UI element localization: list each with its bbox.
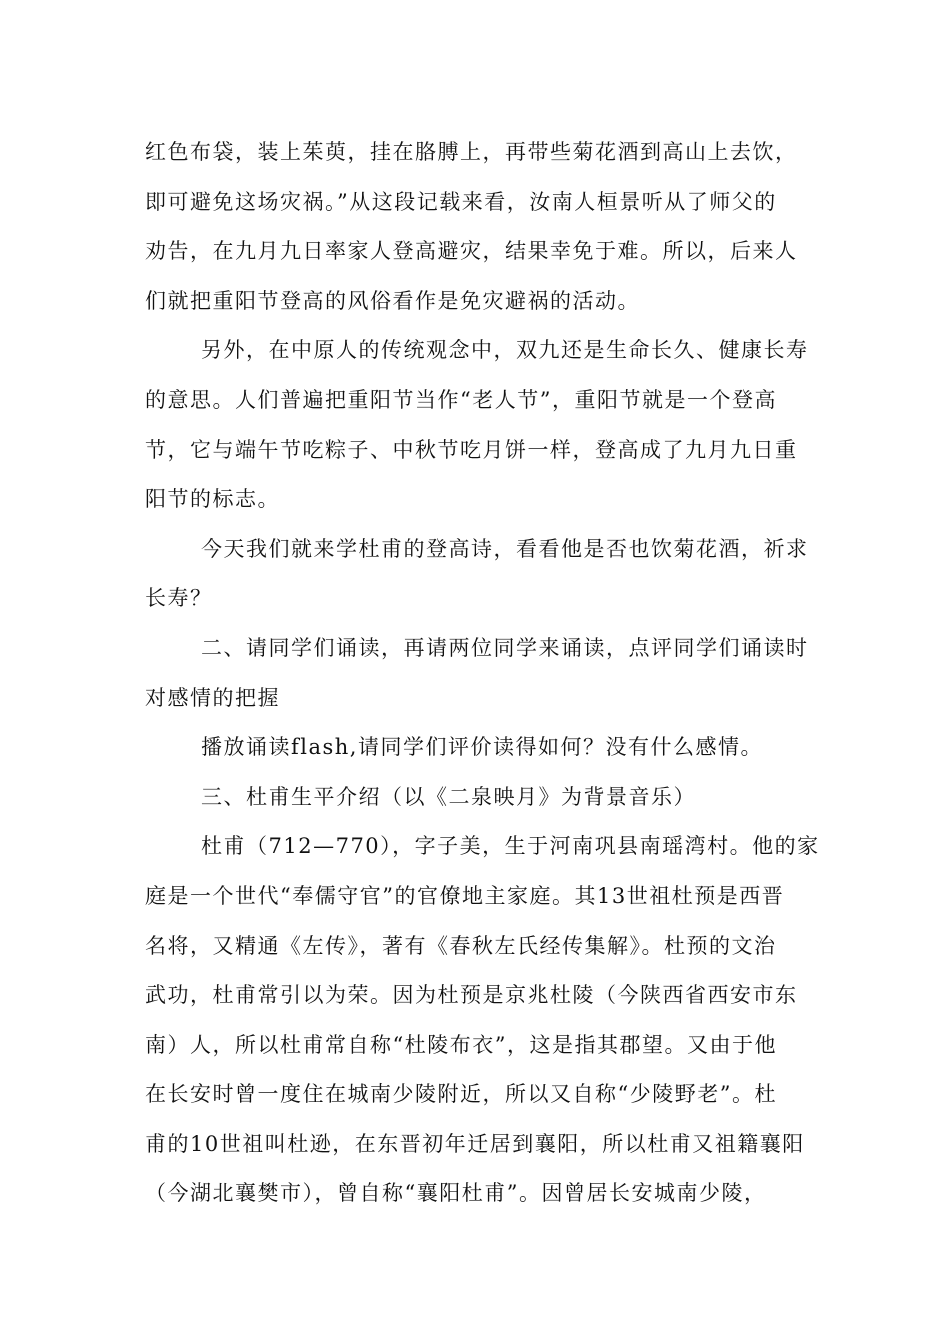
text-line: 武功，杜甫常引以为荣。因为杜预是京兆杜陵（今陕西省西安市东 xyxy=(145,983,798,1008)
text-line: 阳节的标志。 xyxy=(145,487,280,512)
text-line: 今天我们就来学杜甫的登高诗，看看他是否也饮菊花酒，祈求 xyxy=(201,536,809,561)
paragraph-3 xyxy=(145,525,809,624)
document-body xyxy=(145,128,820,1219)
paragraph-1 xyxy=(145,128,805,326)
paragraph-4 xyxy=(145,624,809,723)
text-line: 节，它与端午节吃粽子、中秋节吃月饼一样，登高成了九月九日重 xyxy=(145,437,798,462)
text-line: 对感情的把握 xyxy=(145,685,280,710)
text-line: 播放诵读flash,请同学们评价读得如何？没有什么感情。 xyxy=(201,735,763,760)
text-line: （今湖北襄樊市），曾自称“襄阳杜甫”。因曾居长安城南少陵， xyxy=(145,1181,767,1206)
text-line: 庭是一个世代“奉儒守官”的官僚地主家庭。其13世祖杜预是西晋 xyxy=(145,883,785,908)
text-line: 甫的10世祖叫杜逊，在东晋初年迁居到襄阳，所以杜甫又祖籍襄阳 xyxy=(145,1131,805,1156)
text-line: 二、请同学们诵读，再请两位同学来诵读，点评同学们诵读时 xyxy=(201,635,809,660)
paragraph-7 xyxy=(145,822,820,1219)
paragraph-2 xyxy=(145,326,809,524)
text-line: 劝告，在九月九日率家人登高避灾，结果幸免于难。所以，后来人 xyxy=(145,239,798,264)
text-line: 的意思。人们普遍把重阳节当作“老人节”，重阳节就是一个登高 xyxy=(145,387,777,412)
text-line: 即可避免这场灾祸。”从这段记载来看，汝南人桓景听从了师父的 xyxy=(145,189,777,214)
text-line: 红色布袋，装上茱萸，挂在胳膊上，再带些菊花酒到高山上去饮， xyxy=(145,140,798,164)
text-line: 们就把重阳节登高的风俗看作是免灾避祸的活动。 xyxy=(145,288,640,313)
paragraph-5 xyxy=(145,723,805,773)
text-line: 杜甫（712—770），字子美，生于河南巩县南瑶湾村。他的家 xyxy=(201,834,820,859)
paragraph-6 xyxy=(145,773,805,823)
section-heading: 三、杜甫生平介绍（以《二泉映月》为背景音乐） xyxy=(201,784,696,809)
text-line: 在长安时曾一度住在城南少陵附近，所以又自称“少陵野老”。杜 xyxy=(145,1082,777,1107)
text-line: 南）人，所以杜甫常自称“杜陵布衣”，这是指其郡望。又由于他 xyxy=(145,1032,777,1057)
text-line: 另外，在中原人的传统观念中，双九还是生命长久、健康长寿 xyxy=(201,338,809,363)
text-line: 名将，又精通《左传》，著有《春秋左氏经传集解》。杜预的文治 xyxy=(145,933,777,958)
text-line: 长寿？ xyxy=(145,586,213,611)
